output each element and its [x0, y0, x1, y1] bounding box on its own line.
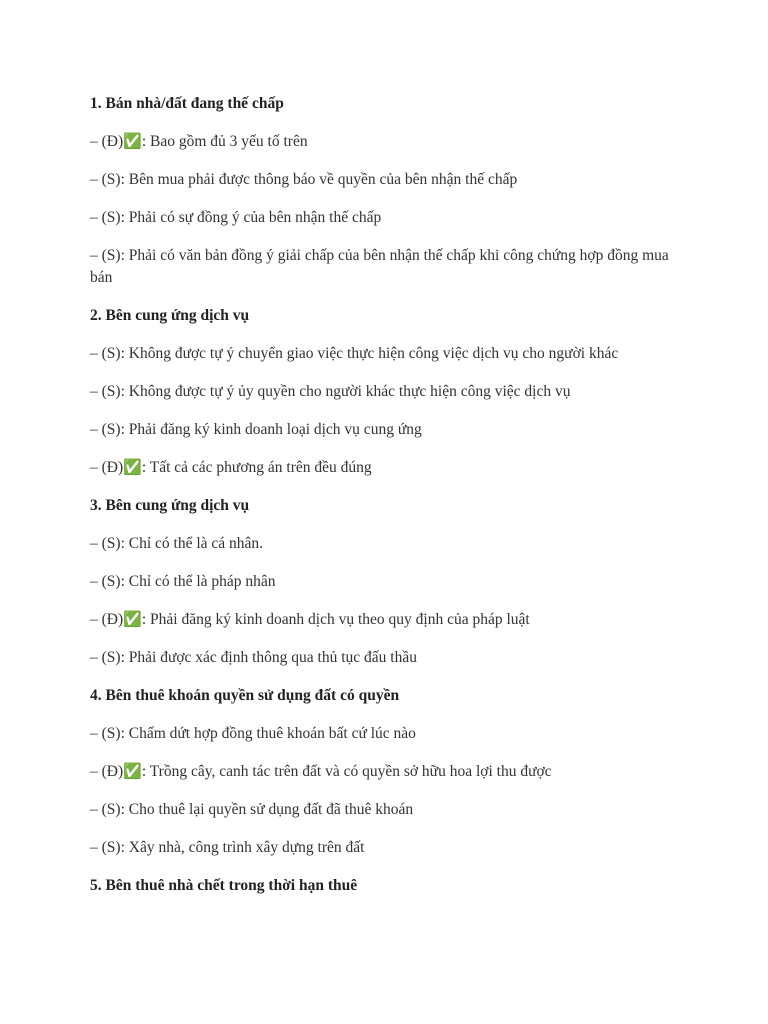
- option-text: : Chỉ có thể là pháp nhân: [120, 573, 276, 590]
- question-block: [90, 685, 690, 859]
- option-text: : Cho thuê lại quyền sử dụng đất đã thuê khoán: [120, 801, 414, 818]
- answer-option: [90, 131, 690, 153]
- question-title: 3. Bên cung ứng dịch vụ: [90, 497, 250, 514]
- option-text: : Bên mua phải được thông báo về quyền của bên nhận thế chấp: [120, 171, 518, 188]
- check-mark-icon: ✅: [123, 764, 142, 780]
- answer-option: [90, 419, 690, 441]
- question-block: [90, 305, 690, 479]
- question-title: 1. Bán nhà/đất đang thế chấp: [90, 95, 284, 112]
- option-text: : Phải có văn bản đồng ý giải chấp của bên nhận thế chấp khi công chứng hợp đồng mua bán: [90, 247, 669, 286]
- option-text: : Không được tự ý ủy quyền cho người khác thực hiện công việc dịch vụ: [120, 383, 571, 400]
- answer-option: [90, 169, 690, 191]
- question-title: 2. Bên cung ứng dịch vụ: [90, 307, 250, 324]
- document-page: [90, 93, 690, 913]
- option-marker: – (S): [90, 383, 121, 400]
- question-block: [90, 875, 690, 897]
- question-title: 5. Bên thuê nhà chết trong thời hạn thuê: [90, 877, 358, 894]
- option-text: : Không được tự ý chuyển giao việc thực hiện công việc dịch vụ cho người khác: [120, 345, 619, 362]
- option-marker: – (Đ): [90, 611, 124, 628]
- check-mark-icon: ✅: [123, 460, 142, 476]
- option-marker: – (S): [90, 573, 121, 590]
- answer-option: [90, 343, 690, 365]
- option-marker: – (S): [90, 171, 121, 188]
- option-text: : Phải đăng ký kinh doanh loại dịch vụ cung ứng: [120, 421, 422, 438]
- option-marker: – (S): [90, 209, 121, 226]
- option-marker: – (Đ): [90, 763, 124, 780]
- check-mark-icon: ✅: [123, 612, 142, 628]
- answer-option: [90, 207, 690, 229]
- answer-option: [90, 647, 690, 669]
- answer-option: [90, 609, 690, 631]
- option-text: : Trồng cây, canh tác trên đất và có quyền sở hữu hoa lợi thu được: [141, 763, 552, 780]
- option-text: : Bao gồm đủ 3 yếu tố trên: [141, 133, 308, 150]
- option-text: : Chỉ có thể là cá nhân.: [120, 535, 264, 552]
- option-marker: – (Đ): [90, 459, 124, 476]
- option-text: : Tất cả các phương án trên đều đúng: [141, 459, 372, 476]
- answer-option: [90, 761, 690, 783]
- option-marker: – (S): [90, 801, 121, 818]
- check-mark-icon: ✅: [123, 134, 142, 150]
- answer-option: [90, 799, 690, 821]
- question-block: [90, 495, 690, 669]
- answer-option: [90, 533, 690, 555]
- option-text: : Chấm dứt hợp đồng thuê khoán bất cứ lúc nào: [120, 725, 416, 742]
- option-marker: – (Đ): [90, 133, 124, 150]
- option-text: : Phải đăng ký kinh doanh dịch vụ theo quy định của pháp luật: [141, 611, 530, 628]
- option-text: : Xây nhà, công trình xây dựng trên đất: [120, 839, 365, 856]
- option-marker: – (S): [90, 535, 121, 552]
- option-text: : Phải có sự đồng ý của bên nhận thế chấp: [120, 209, 382, 226]
- question-title: 4. Bên thuê khoán quyền sử dụng đất có quyền: [90, 687, 400, 704]
- answer-option: [90, 457, 690, 479]
- option-text: : Phải được xác định thông qua thủ tục đấu thầu: [120, 649, 417, 666]
- answer-option: [90, 837, 690, 859]
- option-marker: – (S): [90, 345, 121, 362]
- option-marker: – (S): [90, 421, 121, 438]
- question-block: [90, 93, 690, 289]
- option-marker: – (S): [90, 649, 121, 666]
- option-marker: – (S): [90, 247, 121, 264]
- answer-option: [90, 245, 690, 289]
- option-marker: – (S): [90, 839, 121, 856]
- answer-option: [90, 723, 690, 745]
- option-marker: – (S): [90, 725, 121, 742]
- answer-option: [90, 381, 690, 403]
- answer-option: [90, 571, 690, 593]
